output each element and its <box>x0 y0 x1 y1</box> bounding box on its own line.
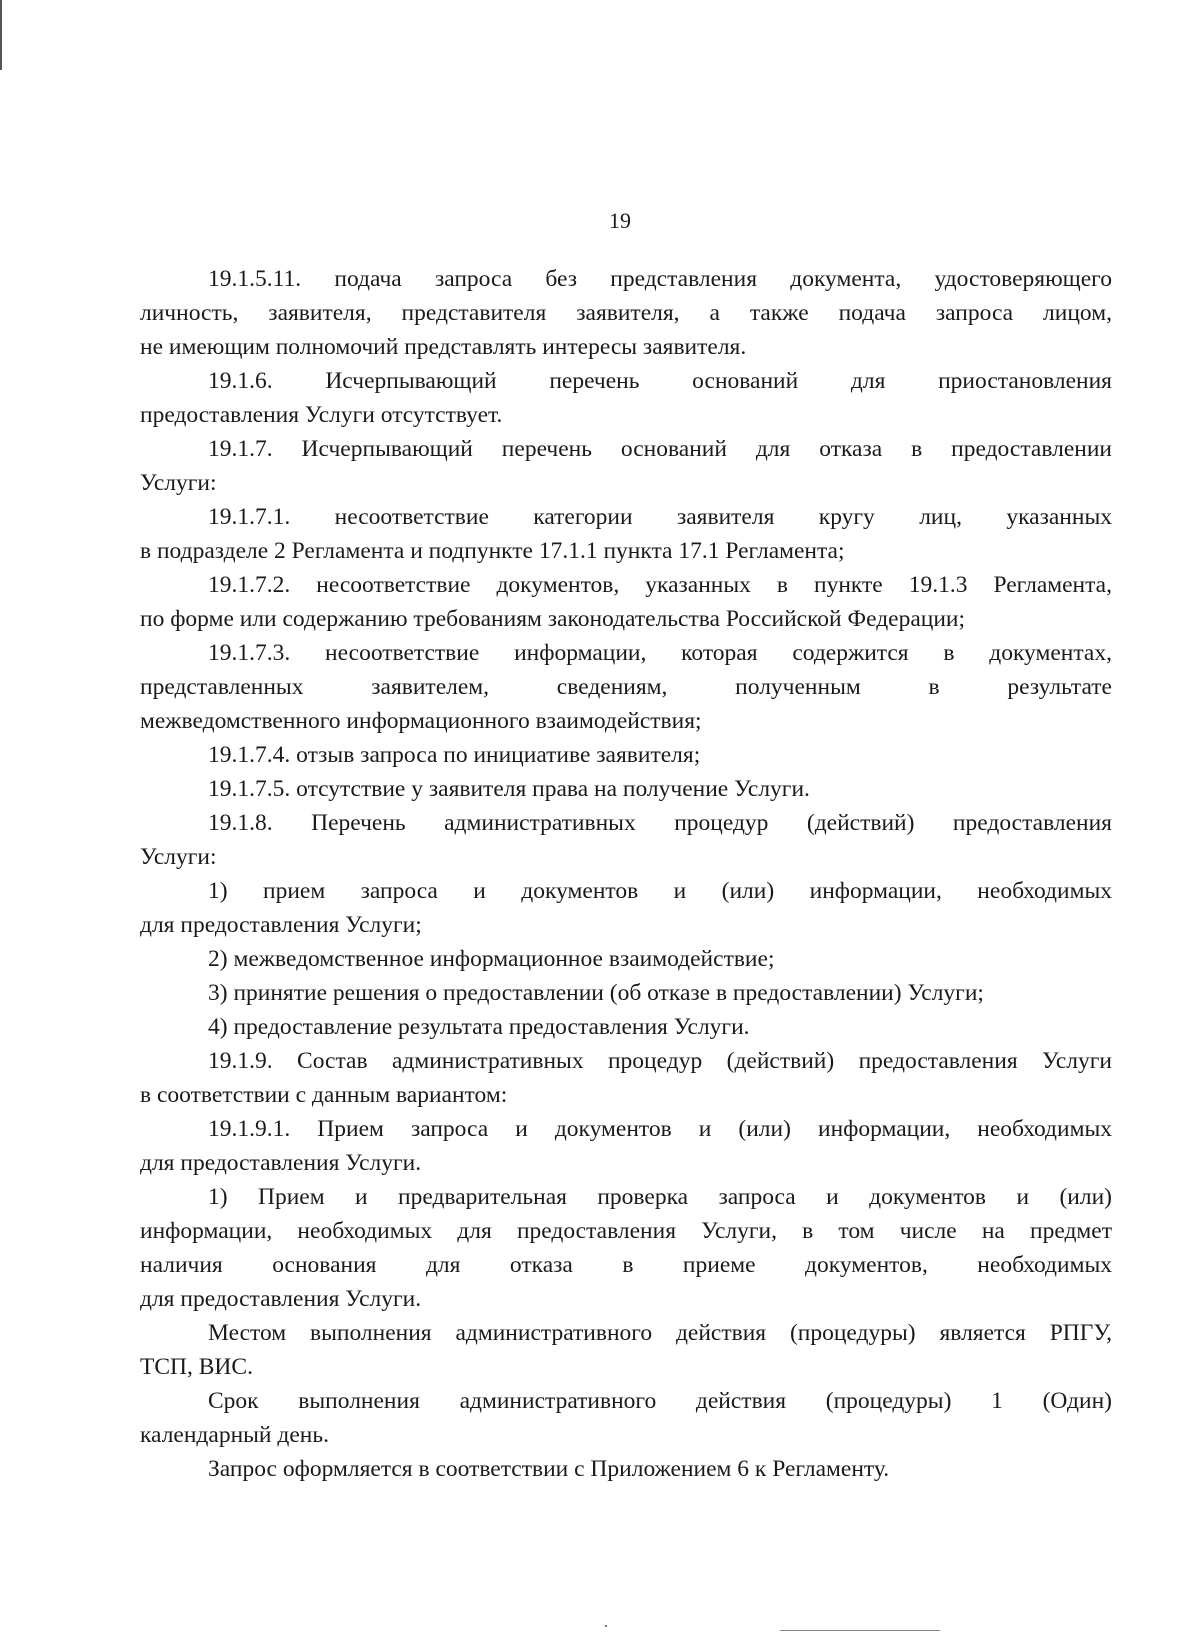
text-line: Местом выполнения административного действия (процедуры) является РПГУ, <box>208 1320 1112 1346</box>
text-line: Услуги: <box>140 470 217 496</box>
text-line: личность, заявителя, представителя заявителя, а также подача запроса лицом, <box>140 300 1112 326</box>
page-number: 19 <box>609 208 631 233</box>
text-line: 2) межведомственное информационное взаимодействие; <box>208 946 775 972</box>
text-line: информации, необходимых для предоставления Услуги, в том числе на предмет <box>140 1218 1112 1244</box>
text-line: наличия основания для отказа в приеме документов, необходимых <box>140 1252 1112 1278</box>
text-line: 19.1.9.1. Прием запроса и документов и (или) информации, необходимых <box>208 1116 1112 1142</box>
document-body <box>140 262 1112 1486</box>
scan-artifact-dot <box>605 1625 607 1627</box>
text-line: предоставления Услуги отсутствует. <box>140 402 503 428</box>
text-line: 19.1.9. Состав административных процедур (действий) предоставления Услуги <box>208 1048 1112 1074</box>
text-line: для предоставления Услуги. <box>140 1286 422 1312</box>
text-line: межведомственного информационного взаимодействия; <box>140 708 702 734</box>
paragraph <box>140 976 1112 1010</box>
text-line: для предоставления Услуги; <box>140 912 422 938</box>
paragraph <box>140 772 1112 806</box>
text-line: не имеющим полномочий представлять интересы заявителя. <box>140 334 747 360</box>
paragraph <box>140 1044 1112 1112</box>
text-line: для предоставления Услуги. <box>140 1150 422 1176</box>
paragraph <box>140 1112 1112 1180</box>
paragraph <box>140 500 1112 568</box>
text-line: Срок выполнения административного действия (процедуры) 1 (Один) <box>208 1388 1112 1414</box>
text-line: по форме или содержанию требованиям законодательства Российской Федерации; <box>140 606 966 632</box>
scan-artifact-line <box>780 1630 940 1631</box>
text-line: 19.1.7.1. несоответствие категории заявителя кругу лиц, указанных <box>208 504 1112 530</box>
text-line: 19.1.6. Исчерпывающий перечень оснований для приостановления <box>208 368 1112 394</box>
paragraph <box>140 636 1112 738</box>
paragraph <box>140 874 1112 942</box>
paragraph <box>140 1452 1112 1486</box>
text-line: 19.1.7.4. отзыв запроса по инициативе заявителя; <box>208 742 701 768</box>
text-line: календарный день. <box>140 1422 329 1448</box>
text-line: представленных заявителем, сведениям, полученным в результате <box>140 674 1112 700</box>
paragraph <box>140 1316 1112 1384</box>
text-line: 19.1.7.3. несоответствие информации, которая содержится в документах, <box>208 640 1112 666</box>
text-line: 19.1.7.2. несоответствие документов, указанных в пункте 19.1.3 Регламента, <box>208 572 1112 598</box>
paragraph <box>140 1180 1112 1316</box>
text-line: 19.1.8. Перечень административных процедур (действий) предоставления <box>208 810 1112 836</box>
text-line: 1) Прием и предварительная проверка запроса и документов и (или) <box>208 1184 1112 1210</box>
paragraph <box>140 432 1112 500</box>
text-line: 3) принятие решения о предоставлении (об отказе в предоставлении) Услуги; <box>208 980 984 1006</box>
scan-edge-mark <box>0 0 2 70</box>
text-line: Запрос оформляется в соответствии с Приложением 6 к Регламенту. <box>208 1456 890 1482</box>
paragraph <box>140 1384 1112 1452</box>
paragraph <box>140 568 1112 636</box>
paragraph <box>140 364 1112 432</box>
text-line: ТСП, ВИС. <box>140 1354 253 1380</box>
text-line: 19.1.7. Исчерпывающий перечень оснований для отказа в предоставлении <box>208 436 1112 462</box>
paragraph <box>140 942 1112 976</box>
paragraph <box>140 262 1112 364</box>
text-line: 4) предоставление результата предоставления Услуги. <box>208 1014 750 1040</box>
text-line: 19.1.7.5. отсутствие у заявителя права на получение Услуги. <box>208 776 810 802</box>
text-line: в соответствии с данным вариантом: <box>140 1082 508 1108</box>
paragraph <box>140 738 1112 772</box>
paragraph <box>140 1010 1112 1044</box>
text-line: 1) прием запроса и документов и (или) информации, необходимых <box>208 878 1112 904</box>
text-line: в подразделе 2 Регламента и подпункте 17.1.1 пункта 17.1 Регламента; <box>140 538 845 564</box>
text-line: Услуги: <box>140 844 217 870</box>
paragraph <box>140 806 1112 874</box>
text-line: 19.1.5.11. подача запроса без представления документа, удостоверяющего <box>208 266 1112 292</box>
